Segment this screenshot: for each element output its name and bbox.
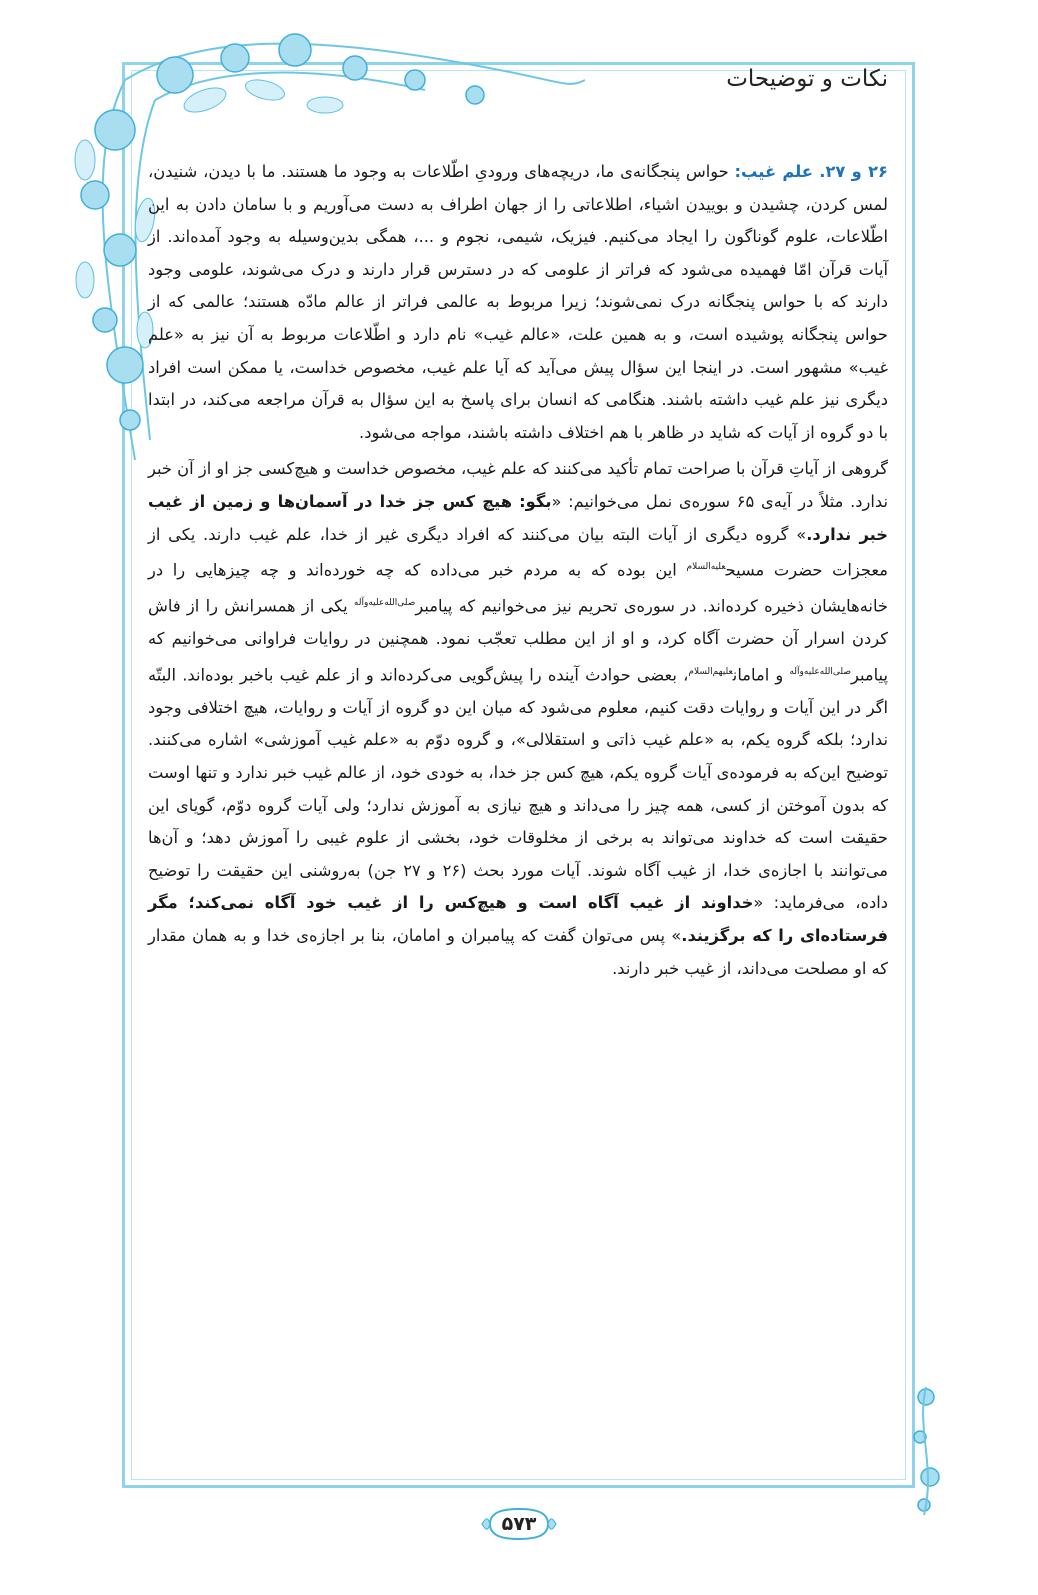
paragraph: گروهی از آیاتِ قرآن با صراحت تمام تأکید می‌کنند که علم غیب، مخصوص خداست و هیچ‌کسی جز او از آن خبر ندارد. مثلاً در آیه‌ی ۶۵ سوره‌ی نمل می‌خوانیم: «بگو: هیچ کس جز خدا در آسمان‌ها و زمین از غیب خبر ندارد.» گروه دیگری از آیات البته بیان می‌کنند که افراد دیگری غیر از خدا، علم غیب دارند. یکی از معجزات حضرت مسیح$^{علیه‌السلام}$ این بوده که به مردم خبر می‌داده که چه خورده‌اند و چه چیزهایی را در خانه‌هایشان ذخیره کرده‌اند. در سوره‌ی تحریم نیز می‌خوانیم که پیامبر$^{صلی‌الله‌علیه‌وآله}$ یکی از همسرانش را از فاش کردن اسرار آن حضرت آگاه کرد، و او از این مطلب تعجّب نمود. همچنین در روایات فراوانی می‌خوانیم که پیامبر$^{صلی‌الله‌علیه‌وآله}$ و امامان$^{علیهم‌السلام}$، بعضی حوادث آینده را پیش‌گویی می‌کرده‌اند و از علم غیب باخبر بوده‌اند. البتّه اگر در این آیات و روایات دقت کنیم، معلوم می‌شود که میان این دو گروه از آیات و روایات، هیچ اختلافی وجود ندارد؛ بلکه گروه یکم، به «علم غیب ذاتی و استقلالی»، و گروه دوّم به «علم غیب آموزشی» اشاره می‌کنند. توضیح این‌که به فرموده‌ی آیات گروه یکم، هیچ کس جز خدا، به خودی خود، از عالم غیب خبر ندارد و تنها اوست که بدون آموختن از کسی، همه چیز را می‌داند و هیچ نیازی به آموزش ندارد؛ ولی آیات گروه دوّم، گویای این حقیقت است که خداوند می‌تواند به برخی از مخلوقات خود، بخشی از علوم غیبی را آموزش دهد؛ و آن‌ها می‌توانند با اجازه‌ی خدا، از غیب آگاه شوند. آیات مورد بحث (۲۶ و ۲۷ جن) به‌روشنی این حقیقت را توضیح داده، می‌فرماید: «خداوند از غیب آگاه است و هیچ‌کس را از غیب خود آگاه نمی‌کند؛ مگر فرستاده‌ای را که برگزیند.» پس می‌توان گفت که پیامبران و امامان، بنا بر اجازه‌ی خدا و به همان مقدار که او مصلحت می‌داند، از غیب خبر دارند.	[148, 459, 889, 978]
floral-ornament-icon	[906, 1377, 946, 1517]
page-number: ۵۷۳	[480, 1505, 558, 1543]
verse-reference: ۲۶ و ۲۷. علم غیب:	[734, 162, 888, 181]
honorific: صلی‌الله‌علیه‌وآله	[789, 666, 851, 677]
section-title: نکات و توضیحات	[726, 66, 888, 92]
honorific: صلی‌الله‌علیه‌وآله	[353, 598, 416, 609]
body-text	[148, 156, 888, 989]
paragraph: ۲۶ و ۲۷. علم غیب: حواس پنجگانه‌ی ما، دریچه‌های ورودیِ اطّلاعات به وجود ما هستند. ما با دیدن، شنیدن، لمس کردن، چشیدن و بوییدن اشیاء، اطلاعاتی را از جهان اطراف به دست می‌آوریم و با سامان دادن به این اطّلاعات، علوم گوناگون را ایجاد می‌کنیم. فیزیک، شیمی، نجوم و ...، همگی بدین‌وسیله به وجود آمده‌اند. از آیات قرآن امّا فهمیده می‌شود که فراتر از علومی که در دسترس قرار دارند و درک می‌شوند، علومی وجود دارند که با حواس پنجگانه درک نمی‌شوند؛ زیرا مربوط به عالمی فراتر از عالم مادّه هستند؛ عالمی که از حواس پنجگانه پوشیده است، و به همین علت، «عالم غیب» نام دارد و اطّلاعات مربوط به آن نیز به «علم غیب» مشهور است. در اینجا این سؤال پیش می‌آید که آیا علم غیب، مخصوص خداست، یا ممکن است افراد دیگری نیز علم غیب داشته باشند. هنگامی که انسان برای پاسخ به این سؤال به قرآن مراجعه می‌کند، در ابتدا با دو گروه از آیات که شاید در ظاهر با هم اختلاف داشته باشند، مواجه می‌شود.	[148, 162, 888, 442]
honorific: علیه‌السلام	[686, 562, 726, 573]
honorific: علیهم‌السلام	[688, 666, 733, 677]
quran-quote: خداوند از غیب آگاه است و هیچ‌کس را از غیب خود آگاه نمی‌کند؛ مگر فرستاده‌ای را که برگزیند.	[148, 893, 888, 945]
quran-quote: بگو: هیچ کس جز خدا در آسمان‌ها و زمین از غیب خبر ندارد.	[148, 491, 888, 544]
